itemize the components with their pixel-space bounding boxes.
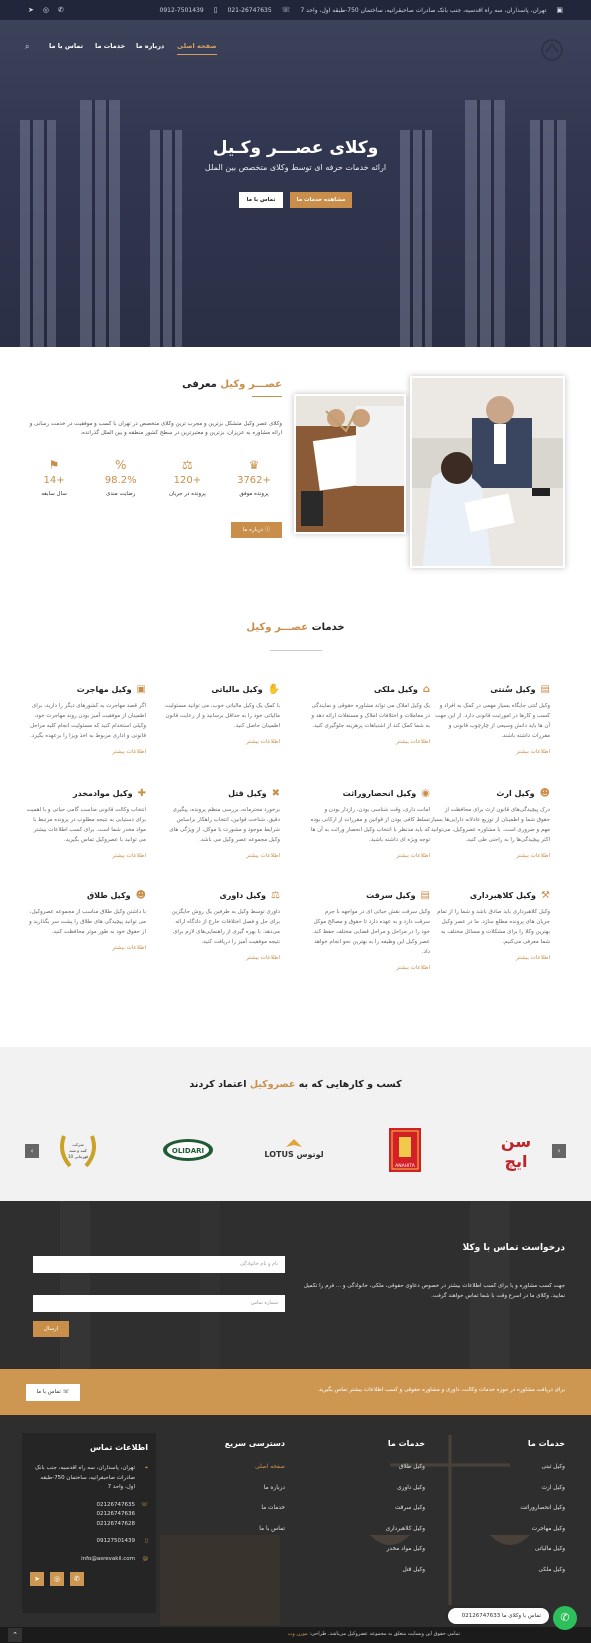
service-card-tax [160,684,280,745]
services-title-underline [270,650,322,651]
about-button[interactable] [231,522,282,538]
client-logo-anahita[interactable] [385,1127,425,1173]
footer-phones-row [30,1501,148,1530]
logo-mark[interactable] [540,38,564,62]
footer-link-about[interactable]: درباره ما [263,1484,285,1491]
contact-request-text: جهت کسب مشاوره و یا برای کسب اطلاعات بیشتر در خصوص دعاوی حقوقی، ملکی، خانوادگی و ... فرم را تکمیل نمایید. وکلای ما در اسرع وقت با شما تماس خواهند گرفت. [303,1283,565,1299]
service-name: وکیل قتل [228,789,267,798]
percent-icon: % [114,458,127,472]
footer [0,1415,591,1627]
building-icon: ▣ [556,6,563,14]
footer-link[interactable]: وکیل طلاق [398,1464,425,1470]
carousel-next-button[interactable]: › [552,1144,566,1158]
mobile-icon: ▯ [144,1538,148,1544]
top-mobile[interactable]: 0912-7501439 [159,6,204,14]
intro-title-brand: عصـــر وکیل [220,379,282,390]
client-logo-olidari[interactable] [160,1127,216,1173]
people-icon: ☻ [539,788,550,799]
whatsapp-callout[interactable] [448,1608,549,1624]
stat-years [26,458,82,508]
whatsapp-label: تماس با وکلای ما [501,1613,541,1619]
top-address: تهران، پاسداران، سه راه اقدسیه، جنب بانک صادرات صاحبقرانیه، ساختمان 750-طبقه اول، واحد 7 [300,6,547,14]
service-desc: با کمک یک وکیل مالیاتی خوب، می توانید مسئولیت مالیاتی خود را به حداقل برسانید و از رعایت قانون اطمینان حاصل کنید. [164,703,280,729]
about-button-label: درباره ما [242,527,263,533]
stat-label: پرونده موفق [239,491,269,497]
intro-title [0,379,282,390]
contact-request-section [0,1201,591,1369]
service-card-immigration [26,684,146,755]
intro-photo-meeting [410,376,565,568]
service-card-notary [430,684,550,755]
phone-icon: ☏ [281,6,291,14]
service-card-fraud [430,890,550,961]
service-more-link[interactable]: اطلاعات بیشتر [396,965,430,971]
scroll-top-button[interactable]: ⌃ [8,1628,22,1642]
footer-services-col-1 [480,1439,565,1587]
stat-value: +14 [43,475,65,486]
footer-address: تهران، پاسداران، سه راه اقدسیه، جنب بانک صادرات صاحبقرانیه، ساختمان 750-طبقه اول، واحد 7 [35,1465,135,1490]
client-logo-sunich[interactable] [488,1127,543,1173]
service-card-narcotics [26,788,146,859]
svg-text:ایچ: ایچ [503,1152,528,1171]
footer-link[interactable]: وکیل کلاهبرداری [385,1525,425,1532]
service-name: وکیل سرقت [366,891,416,900]
services-title [0,622,591,633]
cta-text: برای دریافت مشاوره در حوزه خدمات وکالت، داوری و مشاوره حقوقی و کسب اطلاعات بیشتر تماس بگیرید. [317,1387,565,1393]
phone-icon: ☏ [62,1389,70,1395]
service-more-link[interactable]: اطلاعات بیشتر [112,945,146,951]
footer-link[interactable]: وکیل قتل [402,1566,425,1573]
mobile-icon: ▯ [213,6,218,14]
sunich-logo [490,1129,542,1171]
stat-value: 98.2% [104,475,137,486]
service-name: وکیل سُنتی [490,685,536,694]
location-icon: ⌖ [144,1465,148,1471]
service-desc: اگر قصد مهاجرت به کشورهای دیگر را دارید، برای اطمینان از موفقیت آمیز بودن روند مهاجرت خود، وکیلی استخدام کنید که مسئولیت انجام کلیه مراحل قانونی و اداری مربوط به اخذ ویزا را برعهده بگیرد. [29,703,146,739]
svg-text:LOTUS لوتوس: LOTUS لوتوس [264,1150,324,1159]
service-name: وکیل ارث [496,789,535,798]
service-desc: داوری توسط وکیل به طرفین یک روش جایگزین برای حل و فصل اختلافات خارج از دادگاه ارائه می‌دهد. با بهره گیری از راهنمایی‌های لازم برای نتیجه موفقیت آمیز را دریافت کنید. [171,909,280,945]
nav-services[interactable]: خدمات ما [95,42,126,50]
copyright-label: تمامی حقوق این وبسایت متعلق به مجموعه عصروکیل می‌باشد. طراحی: [309,1631,460,1637]
copyright-bar [0,1627,591,1643]
whatsapp-number: 02126747633 [461,1613,501,1619]
footer-link[interactable]: وکیل داوری [397,1484,425,1491]
send-button[interactable]: ارسال [33,1321,69,1337]
instagram-icon[interactable]: ◎ [50,1572,64,1586]
bag-icon: ▤ [420,890,430,901]
footer-link[interactable]: وکیل مواد مخدر [386,1546,425,1552]
service-more-link[interactable]: اطلاعات بیشتر [246,955,280,961]
family-icon: ☻ [135,890,146,901]
intro-stats [26,458,282,508]
pill-icon: ✚ [137,788,146,799]
hero-columns-background [0,80,591,347]
crossed-weapons-icon: ✖ [271,788,280,799]
stat-label: سال سابقه [41,491,67,497]
house-icon: ⌂ [422,684,430,695]
footer-link[interactable]: وکیل ارث [541,1484,565,1491]
intro-photo-signing [294,394,406,534]
footer-email[interactable]: info@asrevakil.com [81,1555,135,1562]
footer-col-title: خدمات ما [387,1439,425,1448]
service-more-link[interactable]: اطلاعات بیشتر [246,739,280,745]
svg-text:کنند و منند: کنند و منند [69,1148,87,1153]
footer-phone[interactable]: 02126747628 [96,1520,135,1527]
service-card-arbitration [160,890,280,961]
service-desc: وکیل تُنتی جایگاه بسیار مهمی در کمک به افراد و کسب و کارها در امورثبت قانونی دارد. از این جهت آن ها باید دانش وسیعی از چارچوب قانونی و مقررات داشته باشند. [435,703,550,739]
service-desc: درک پیچیدگی‌های قانون ارث برای محافظت از حقوق شما و اطمینان از توزیع عادلانه دارایی‌ها بسیار مهم و ضروری است. با مشاوره عصروکیل، می‌توانید اکثر پیچیدگی‌ها را به راحتی طی کنید. [430,807,550,843]
telegram-icon[interactable]: ➤ [30,1572,44,1586]
services-title-prefix: خدمات [311,622,345,633]
passport-icon: ▣ [136,684,146,695]
scales-icon: ⚖ [181,458,193,472]
svg-text:سن: سن [500,1132,531,1151]
hero [0,20,591,347]
service-more-link[interactable]: اطلاعات بیشتر [396,853,430,859]
footer-link[interactable]: وکیل سرقت [394,1505,425,1511]
svg-text:شرکت: شرکت [72,1142,84,1147]
whatsapp-icon[interactable]: ✆ [57,6,64,14]
service-more-link[interactable]: اطلاعات بیشتر [516,955,550,961]
main-nav [0,42,591,66]
stat-success [226,458,282,508]
service-name: وکیل کلاهبرداری [469,891,537,900]
footer-phone[interactable]: 02126747635 [96,1501,135,1508]
footer-link[interactable]: وکیل مهاجرت [531,1525,565,1532]
footer-contact-box [22,1433,156,1613]
footer-link[interactable]: وکیل ملکی [538,1566,565,1573]
service-desc: امانت داری، وقت شناسی بودن، رازدار بودن و تسلط کافی بودن از قوانین و مقررات از ارکانی بوده که باید مدنظر با انتخاب وکیل انحصار وراثت به آن ها توجه ویژه ای داشته باشید. [310,807,430,843]
phone-icon: ☏ [141,1501,148,1508]
footer-quick-links [200,1439,285,1546]
designer-link[interactable]: مورن وب [287,1631,308,1637]
copyright-text [180,1631,460,1637]
contact-request-title: درخواست تماس با وکلا [462,1243,565,1253]
footer-col-title: خدمات ما [527,1439,565,1448]
top-social [28,6,64,14]
whatsapp-float-button[interactable]: ✆ [553,1606,577,1630]
service-more-link[interactable]: اطلاعات بیشتر [112,749,146,755]
service-more-link[interactable]: اطلاعات بیشتر [246,853,280,859]
service-card-property [310,684,430,745]
svg-text:10 قهرمانی: 10 قهرمانی [67,1154,89,1159]
scales-icon: ⚖ [271,890,280,901]
laurel-badge-logo [56,1128,100,1172]
footer-link-contact[interactable]: تماس با ما [259,1525,285,1532]
cta-bar [0,1369,591,1415]
intro-text: وکلای عصر وکیل متشکل بزترین و مجرب ترین وکلای متخصص در تهران با کسب و موفقیت در خدمت رسانی و ارائه مشاوره به عزیزان، بزترین و معتبرترین در سطح کشور منطقه و بین الملل گذرانده. [29,421,282,436]
footer-link-services[interactable]: خدمات ما [261,1505,285,1511]
nav-home[interactable]: صفحه اصلی [177,42,217,55]
footer-phone[interactable]: 02126747636 [96,1511,135,1517]
service-name: وکیل طلاق [86,891,131,900]
service-more-link[interactable]: اطلاعات بیشتر [516,749,550,755]
clients-title-prefix: کسب و کارهایی که به [298,1079,402,1090]
intro-title-underline [252,396,282,397]
phone-field[interactable]: شماره تماس [33,1295,285,1312]
client-logo-laurel[interactable] [55,1127,101,1173]
coins-icon: ◉ [421,788,430,799]
footer-social [30,1572,148,1586]
cta-contact-button[interactable] [26,1384,80,1401]
service-card-inheritance [430,788,550,859]
service-name: وکیل داوری [219,891,267,900]
service-name: وکیل مالیاتی [211,685,263,694]
footer-link[interactable]: وکیل مالیاتی [534,1546,565,1552]
service-name: وکیل مهاجرت [76,685,132,694]
clients-title-suffix: اعتماد کردند [189,1079,247,1090]
clients-title-brand: عصروکیل [249,1079,296,1090]
hero-services-button[interactable]: مشاهده خدمات ما [290,192,352,208]
stat-ongoing [159,458,215,508]
nav-contact[interactable]: تماس با ما [49,42,84,50]
service-more-link[interactable]: اطلاعات بیشتر [112,853,146,859]
service-desc: انتخاب وکالت قانونی مناسب گامی حیاتی و با اهمیت برای دستیابی به نتیجه مطلوب در پرونده مرتبط با مواد مخدر شما است. برای کسب اطلاعات بیشتر می توانید با عصروکیل تماس بگیرید. [26,807,146,843]
service-more-link[interactable]: اطلاعات بیشتر [396,739,430,745]
gavel-icon: ⚒ [541,890,550,901]
footer-email-row [30,1555,148,1565]
footer-address-row [30,1464,148,1493]
service-card-theft [310,890,430,971]
top-phone[interactable]: 021-26747635 [227,6,272,14]
services-title-brand: عصـــر وکیل [246,622,309,633]
service-desc: وکیل کلاهبرداری باید صادق باشد و شما را از تمام جریان های پرونده مطلع سازد. ما در عصر وکیل بهترین وکلا را برای مشکلات و مسائل مختلف به شما معرفی می‌کنیم. [437,909,550,945]
clients-title [0,1079,591,1090]
service-card-succession [310,788,430,859]
service-desc: یک وکیل املاک می تواند مشاوره حقوقی و نمایندگی در معاملات و اختلافات املاک و مستغلات ارائه دهد و به شما کمک کند از اشتباهات پرهزینه جلوگیری کنید. [311,703,430,729]
carousel-prev-button[interactable]: ‹ [25,1144,39,1158]
email-icon: @ [142,1555,148,1562]
service-name: وکیل انحصاروراثت [342,789,417,798]
footer-link-home[interactable]: صفحه اصلی [255,1464,285,1470]
service-name: وکیل موادمخدر [73,789,133,798]
service-card-murder [160,788,280,859]
stat-label: رضایت مندی [105,491,136,497]
top-bar [0,0,591,20]
svg-text:OLIDARI: OLIDARI [171,1147,205,1155]
top-contact-info [160,6,564,14]
stat-satisfaction [93,458,149,508]
service-card-divorce [26,890,146,951]
footer-contact-title: اطلاعات تماس [89,1443,148,1452]
service-desc: برخورد محترمانه، بررسی منظم پرونده، پیگیری دقیق، شناخت قوانین، انتخاب راهکار براساس شرایط موجود و مشورت با موکل، از ویژگی های وکیل مجموعه عصر وکیل می باشد. [169,807,280,843]
footer-link[interactable]: وکیل ثبتی [541,1464,565,1470]
clients-section [0,1047,591,1201]
stat-label: پرونده در جریان [168,491,206,497]
info-icon: ⓘ [264,527,271,533]
olidari-logo [162,1138,214,1162]
footer-col-title: دسترسی سریع [224,1439,285,1448]
hero-title: وکلای عصـــر وکـیل [212,138,379,158]
flag-icon: ⚑ [48,458,60,472]
anahita-logo [388,1127,422,1173]
footer-mobile-row [30,1537,148,1547]
service-desc: با داشتن وکیل طلاق مناسب از مجموعه عصروکیل، می توانید پیچیدگی های طلاق را پشت سر بگذارید و از حقوق خود به طور موثر محافظت کنید. [29,909,146,935]
nav-about[interactable]: درباره ما [136,42,165,50]
trophy-icon: ♛ [248,458,260,472]
service-name: وکیل ملکی [374,685,418,694]
intro-title-prefix: معرفی [182,379,217,390]
footer-services-col-2 [340,1439,425,1587]
cta-button-label: تماس با ما [36,1389,61,1395]
footer-link[interactable]: وکیل انحصاروراثت [520,1505,565,1511]
stat-value: +120 [173,475,202,486]
service-more-link[interactable]: اطلاعات بیشتر [516,853,550,859]
search-icon[interactable]: ⌕ [25,42,30,51]
name-field[interactable]: نام و نام خانوادگی [33,1256,285,1273]
instagram-icon[interactable]: ◎ [42,6,49,14]
whatsapp-icon[interactable]: ✆ [70,1572,84,1586]
hand-coin-icon: ✋ [267,684,280,695]
hero-subtitle: ارائه خدمات حرفه ای توسط وکلای متخصص بین الملل [204,163,387,172]
id-card-icon: ▤ [540,684,550,695]
stat-value: +3762 [237,475,271,486]
hero-contact-button[interactable]: تماس با ما [239,192,283,208]
footer-mobile[interactable]: 09127501439 [96,1538,135,1544]
telegram-icon[interactable]: ➤ [28,6,34,14]
lotus-logo [264,1135,324,1165]
service-desc: وکیل سرقت نقش حیاتی ای در مواجهه با جرم سرقت دارد و به عهده دارد تا حقوق و مصالح موکل خود را در مراحل و مراحل قضایی مختلف حفظ کند. عصر وکیل این وظیفه را به بهترین نحو انجام خواهد داد. [312,909,430,955]
client-logo-lotus[interactable] [264,1127,324,1173]
svg-text:ANAHITA: ANAHITA [395,1164,415,1169]
